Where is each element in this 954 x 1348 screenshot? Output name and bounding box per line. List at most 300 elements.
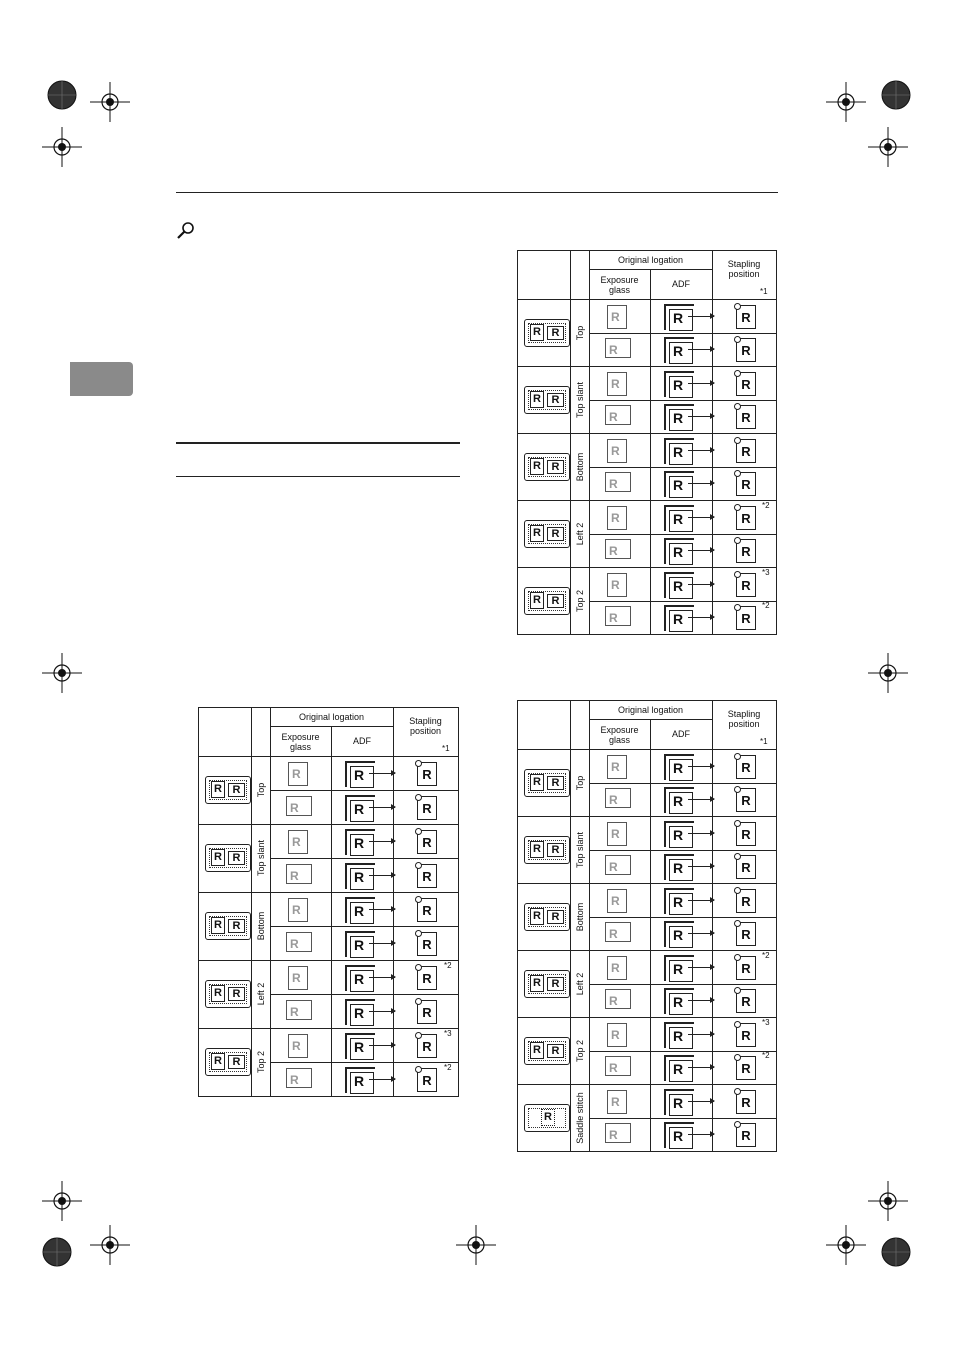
exposure-glass-sheet <box>605 539 631 559</box>
crosshair-registration-mark-icon <box>876 1232 916 1272</box>
adf-feeder <box>664 888 694 914</box>
exposure-glass-sheet <box>605 606 631 626</box>
mode-icon <box>524 1104 570 1132</box>
exposure-glass-sheet <box>288 966 308 990</box>
mode-icon-glyph: R <box>547 527 564 541</box>
mode-icon <box>524 453 570 481</box>
output-arrow <box>688 1134 714 1135</box>
table-grid-line <box>589 400 776 401</box>
output-glyph: R <box>741 510 751 526</box>
output-glyph: R <box>741 343 751 359</box>
output-arrow <box>688 316 714 317</box>
output-arrow <box>688 1000 714 1001</box>
output-arrow <box>688 900 714 901</box>
output-arrow <box>688 550 714 551</box>
header-exposure-glass: Exposure glass <box>600 725 639 745</box>
table-grid-line <box>589 534 776 535</box>
output-glyph: R <box>741 376 751 392</box>
mode-icon <box>524 903 570 931</box>
staple-mark <box>415 828 422 835</box>
table-grid-line <box>518 500 776 501</box>
mode-icon <box>524 319 570 347</box>
row-label: Top 2 <box>574 589 585 612</box>
adf-glyph: R <box>354 1073 365 1089</box>
exposure-glass-sheet <box>288 1034 308 1058</box>
mode-icon-glyph: R <box>530 774 544 791</box>
row-label: Top <box>255 782 266 798</box>
output-glyph: R <box>422 835 432 850</box>
adf-feeder <box>664 572 694 598</box>
mode-icon <box>205 776 251 804</box>
crosshair-registration-mark-icon <box>42 1181 82 1221</box>
table-grid-line <box>570 251 571 634</box>
row-label: Left 2 <box>255 982 266 1006</box>
output-glyph: R <box>741 1128 751 1144</box>
header-original-location: Original logation <box>298 712 365 722</box>
row-label: Top slant <box>255 839 266 877</box>
exposure-glass-sheet <box>605 338 631 358</box>
table-grid-line <box>589 333 776 334</box>
crosshair-registration-mark-icon <box>42 127 82 167</box>
sheet-glyph: R <box>290 801 299 815</box>
staple-mark <box>415 794 422 801</box>
mode-icon-glyph: R <box>211 1053 225 1070</box>
output-arrow <box>688 933 714 934</box>
adf-feeder <box>664 1089 694 1115</box>
mode-icon-glyph: R <box>547 977 564 991</box>
staple-mark <box>734 753 741 760</box>
output-arrow <box>369 875 395 876</box>
sheet-glyph: R <box>609 410 618 425</box>
table-grid-line <box>650 269 651 634</box>
adf-feeder <box>664 304 694 330</box>
row-label: Top 2 <box>255 1050 266 1074</box>
sheet-glyph: R <box>609 477 618 492</box>
sheet-glyph: R <box>611 759 620 774</box>
output-glyph: R <box>741 994 751 1010</box>
mode-icon-glyph: R <box>530 458 544 475</box>
table-grid-line <box>589 984 776 985</box>
sheet-glyph: R <box>609 1061 618 1076</box>
crosshair-registration-mark-icon <box>42 653 82 693</box>
mode-icon-glyph: R <box>228 919 245 933</box>
mode-icon <box>205 980 251 1008</box>
staple-mark <box>734 303 741 310</box>
sheet-glyph: R <box>611 826 620 841</box>
exposure-glass-sheet <box>607 755 627 779</box>
staple-mark <box>734 504 741 511</box>
mode-icon <box>524 769 570 797</box>
table-grid-line <box>199 960 458 961</box>
adf-glyph: R <box>673 793 684 810</box>
output-glyph: R <box>422 801 432 816</box>
output-glyph: R <box>422 767 432 782</box>
mode-icon-glyph: R <box>547 910 564 924</box>
output-arrow <box>688 617 714 618</box>
mode-icon-glyph: R <box>547 393 564 407</box>
output-arrow <box>688 383 714 384</box>
mode-icon-glyph: R <box>211 849 225 866</box>
sheet-glyph: R <box>609 544 618 559</box>
exposure-glass-sheet <box>607 1090 627 1114</box>
header-stapling-position: Stapling position <box>409 716 442 736</box>
staple-mark <box>734 887 741 894</box>
adf-glyph: R <box>354 1005 365 1021</box>
output-glyph: R <box>741 793 751 809</box>
exposure-glass-sheet <box>286 1000 312 1020</box>
mode-icon-glyph: R <box>228 987 245 1001</box>
row-label: Top <box>574 775 585 790</box>
output-glyph: R <box>741 544 751 560</box>
table-grid-line <box>518 883 776 884</box>
table-grid-line <box>270 994 458 995</box>
table-grid-line <box>518 366 776 367</box>
table-grid-line <box>199 892 458 893</box>
sheet-glyph: R <box>292 1039 301 1053</box>
output-glyph: R <box>422 869 432 884</box>
table-grid-line <box>589 1051 776 1052</box>
exposure-glass-sheet <box>607 822 627 846</box>
crosshair-registration-mark-icon <box>37 1232 77 1272</box>
adf-glyph: R <box>354 869 365 885</box>
output-arrow <box>369 943 395 944</box>
adf-feeder <box>664 505 694 531</box>
output-arrow <box>688 416 714 417</box>
crosshair-registration-mark-icon <box>868 653 908 693</box>
sheet-glyph: R <box>290 937 299 951</box>
adf-glyph: R <box>673 309 684 326</box>
sheet-glyph: R <box>611 309 620 324</box>
output-arrow <box>688 799 714 800</box>
output-glyph: R <box>422 1073 432 1088</box>
output-glyph: R <box>741 611 751 627</box>
output-arrow <box>369 1011 395 1012</box>
crosshair-registration-mark-icon <box>868 1181 908 1221</box>
header-stapling-position: Stapling position <box>727 259 761 279</box>
output-arrow <box>688 766 714 767</box>
exposure-glass-sheet <box>605 472 631 492</box>
adf-feeder <box>664 955 694 981</box>
header-exposure-glass: Exposure glass <box>600 275 639 295</box>
header-rule <box>176 192 778 193</box>
table-grid-line <box>199 824 458 825</box>
header-original-location: Original logation <box>617 705 684 715</box>
mode-icon <box>205 1048 251 1076</box>
exposure-glass-sheet <box>605 788 631 808</box>
adf-feeder <box>664 337 694 363</box>
sheet-glyph: R <box>290 1005 299 1019</box>
header-stapling-position: Stapling position <box>727 709 761 729</box>
adf-feeder <box>345 1067 375 1093</box>
sheet-glyph: R <box>609 343 618 358</box>
adf-feeder <box>345 863 375 889</box>
mode-icon <box>524 836 570 864</box>
sheet-glyph: R <box>292 767 301 781</box>
row-label: Left 2 <box>574 522 585 545</box>
exposure-glass-sheet <box>605 989 631 1009</box>
adf-feeder <box>345 761 375 787</box>
table-b <box>517 250 777 635</box>
mode-icon <box>524 1037 570 1065</box>
mode-icon-glyph: R <box>530 841 544 858</box>
exposure-glass-sheet <box>605 1123 631 1143</box>
adf-glyph: R <box>673 1027 684 1044</box>
staple-mark <box>734 954 741 961</box>
table-grid-line <box>650 719 651 1151</box>
output-arrow <box>688 483 714 484</box>
exposure-glass-sheet <box>607 506 627 530</box>
table-grid-line <box>589 783 776 784</box>
output-glyph: R <box>422 971 432 986</box>
crosshair-registration-mark-icon <box>868 127 908 167</box>
staple-mark <box>734 437 741 444</box>
header-exposure-glass: Exposure glass <box>281 732 320 752</box>
table-grid-line <box>589 251 590 634</box>
mode-icon-glyph: R <box>530 324 544 341</box>
table-grid-line <box>518 433 776 434</box>
row-label: Bottom <box>255 911 266 941</box>
table-grid-line <box>199 1028 458 1029</box>
output-glyph: R <box>741 860 751 876</box>
exposure-glass-sheet <box>286 932 312 952</box>
header-note: *1 <box>442 744 450 753</box>
exposure-glass-sheet <box>607 1023 627 1047</box>
table-grid-line <box>712 251 713 634</box>
mode-icon-glyph: R <box>530 975 544 992</box>
adf-feeder <box>664 1055 694 1081</box>
row-label: Bottom <box>574 452 585 481</box>
table-grid-line <box>589 917 776 918</box>
adf-feeder <box>664 921 694 947</box>
exposure-glass-sheet <box>605 1056 631 1076</box>
adf-glyph: R <box>673 343 684 360</box>
table-grid-line <box>518 1017 776 1018</box>
adf-feeder <box>664 538 694 564</box>
chapter-tab <box>70 362 133 396</box>
adf-feeder <box>664 1122 694 1148</box>
output-arrow <box>369 1079 395 1080</box>
table-grid-line <box>199 756 458 757</box>
output-glyph: R <box>741 1094 751 1110</box>
adf-feeder <box>664 754 694 780</box>
row-label: Top slant <box>574 831 585 868</box>
table-grid-line <box>589 1118 776 1119</box>
exposure-glass-sheet <box>286 1068 312 1088</box>
adf-feeder <box>345 829 375 855</box>
output-arrow <box>369 1045 395 1046</box>
output-glyph: R <box>741 759 751 775</box>
output-arrow <box>688 584 714 585</box>
sheet-glyph: R <box>609 860 618 875</box>
staple-mark <box>415 1066 422 1073</box>
magnifier-icon <box>176 221 196 241</box>
footnote-mark: *2 <box>762 601 770 611</box>
output-glyph: R <box>741 410 751 426</box>
mode-icon <box>524 386 570 414</box>
table-grid-line <box>518 567 776 568</box>
crosshair-registration-mark-icon <box>826 82 866 122</box>
mode-icon-glyph: R <box>547 326 564 340</box>
adf-glyph: R <box>673 1061 684 1078</box>
table-grid-line <box>270 790 458 791</box>
mode-icon-glyph: R <box>547 594 564 608</box>
output-arrow <box>369 807 395 808</box>
footnote-mark: *2 <box>444 1063 452 1072</box>
row-label: Saddle stitch <box>574 1091 585 1144</box>
table-grid-line <box>589 850 776 851</box>
output-glyph: R <box>422 903 432 918</box>
sheet-glyph: R <box>292 835 301 849</box>
footnote-mark: *3 <box>444 1029 452 1038</box>
mode-icon <box>205 912 251 940</box>
adf-feeder <box>664 821 694 847</box>
exposure-glass-sheet <box>607 439 627 463</box>
adf-glyph: R <box>673 960 684 977</box>
mode-icon-glyph: R <box>530 1042 544 1059</box>
mode-icon-glyph: R <box>228 851 245 865</box>
adf-glyph: R <box>354 835 365 851</box>
adf-glyph: R <box>673 376 684 393</box>
row-label: Left 2 <box>574 972 585 995</box>
adf-glyph: R <box>673 510 684 527</box>
header-note: *1 <box>760 287 768 296</box>
sheet-glyph: R <box>611 443 620 458</box>
table-a <box>198 707 459 1097</box>
sheet-glyph: R <box>290 1073 299 1087</box>
output-glyph: R <box>422 937 432 952</box>
staple-mark <box>415 760 422 767</box>
sheet-glyph: R <box>611 1027 620 1042</box>
staple-mark <box>415 964 422 971</box>
output-glyph: R <box>422 1039 432 1054</box>
mode-icon-glyph: R <box>547 460 564 474</box>
row-label: Bottom <box>574 902 585 931</box>
mode-icon-glyph: R <box>530 525 544 542</box>
mode-icon <box>524 520 570 548</box>
output-glyph: R <box>741 893 751 909</box>
table-c <box>517 700 777 1152</box>
adf-feeder <box>664 404 694 430</box>
output-arrow <box>688 1034 714 1035</box>
adf-feeder <box>345 897 375 923</box>
sheet-glyph: R <box>609 611 618 626</box>
exposure-glass-sheet <box>286 864 312 884</box>
table-grid-line <box>331 726 332 1096</box>
adf-feeder <box>664 605 694 631</box>
crosshair-registration-mark-icon <box>90 1225 130 1265</box>
exposure-glass-sheet <box>605 922 631 942</box>
output-arrow <box>688 967 714 968</box>
sheet-glyph: R <box>292 903 301 917</box>
exposure-glass-sheet <box>607 573 627 597</box>
output-arrow <box>688 450 714 451</box>
adf-glyph: R <box>673 1128 684 1145</box>
adf-glyph: R <box>673 1094 684 1111</box>
header-adf: ADF <box>672 729 690 739</box>
output-glyph: R <box>741 927 751 943</box>
output-arrow <box>688 866 714 867</box>
adf-glyph: R <box>673 443 684 460</box>
sheet-glyph: R <box>611 1094 620 1109</box>
table-grid-line <box>589 601 776 602</box>
staple-mark <box>734 1088 741 1095</box>
adf-glyph: R <box>354 767 365 783</box>
sheet-glyph: R <box>609 994 618 1009</box>
mode-icon-glyph: R <box>211 917 225 934</box>
header-adf: ADF <box>672 279 690 289</box>
crosshair-registration-mark-icon <box>42 75 82 115</box>
output-arrow <box>369 841 395 842</box>
adf-feeder <box>664 787 694 813</box>
exposure-glass-sheet <box>288 830 308 854</box>
output-glyph: R <box>741 960 751 976</box>
output-glyph: R <box>741 443 751 459</box>
adf-glyph: R <box>673 893 684 910</box>
adf-glyph: R <box>354 1039 365 1055</box>
sheet-glyph: R <box>290 869 299 883</box>
output-arrow <box>688 833 714 834</box>
adf-feeder <box>664 371 694 397</box>
adf-feeder <box>664 438 694 464</box>
output-glyph: R <box>741 577 751 593</box>
table-grid-line <box>518 816 776 817</box>
output-arrow <box>688 349 714 350</box>
adf-feeder <box>345 795 375 821</box>
table-grid-line <box>589 719 712 720</box>
adf-glyph: R <box>354 971 365 987</box>
footnote-mark: *3 <box>762 567 770 577</box>
output-glyph: R <box>422 1005 432 1020</box>
exposure-glass-sheet <box>607 889 627 913</box>
staple-mark <box>734 820 741 827</box>
header-original-location: Original logation <box>617 255 684 265</box>
adf-glyph: R <box>354 937 365 953</box>
mode-icon-glyph: R <box>228 783 245 797</box>
table-grid-line <box>270 926 458 927</box>
adf-feeder <box>664 1022 694 1048</box>
output-arrow <box>369 977 395 978</box>
adf-feeder <box>345 965 375 991</box>
mode-icon <box>205 844 251 872</box>
mode-icon-glyph: R <box>530 908 544 925</box>
mode-icon-glyph: R <box>541 1109 555 1126</box>
exposure-glass-sheet <box>288 762 308 786</box>
output-glyph: R <box>741 826 751 842</box>
sheet-glyph: R <box>611 960 620 975</box>
adf-glyph: R <box>673 759 684 776</box>
output-glyph: R <box>741 477 751 493</box>
adf-glyph: R <box>673 826 684 843</box>
exposure-glass-sheet <box>605 405 631 425</box>
sheet-glyph: R <box>292 971 301 985</box>
output-arrow <box>369 773 395 774</box>
table-grid-line <box>518 749 776 750</box>
table-grid-line <box>589 269 712 270</box>
table-grid-line <box>270 726 393 727</box>
table-grid-line <box>270 858 458 859</box>
section-rule-top <box>176 442 460 444</box>
staple-mark <box>415 862 422 869</box>
adf-glyph: R <box>673 577 684 594</box>
exposure-glass-sheet <box>607 372 627 396</box>
output-arrow <box>688 1101 714 1102</box>
output-arrow <box>688 517 714 518</box>
adf-glyph: R <box>673 544 684 561</box>
staple-mark <box>415 998 422 1005</box>
row-label: Top <box>574 325 585 340</box>
output-glyph: R <box>741 309 751 325</box>
output-arrow <box>369 909 395 910</box>
